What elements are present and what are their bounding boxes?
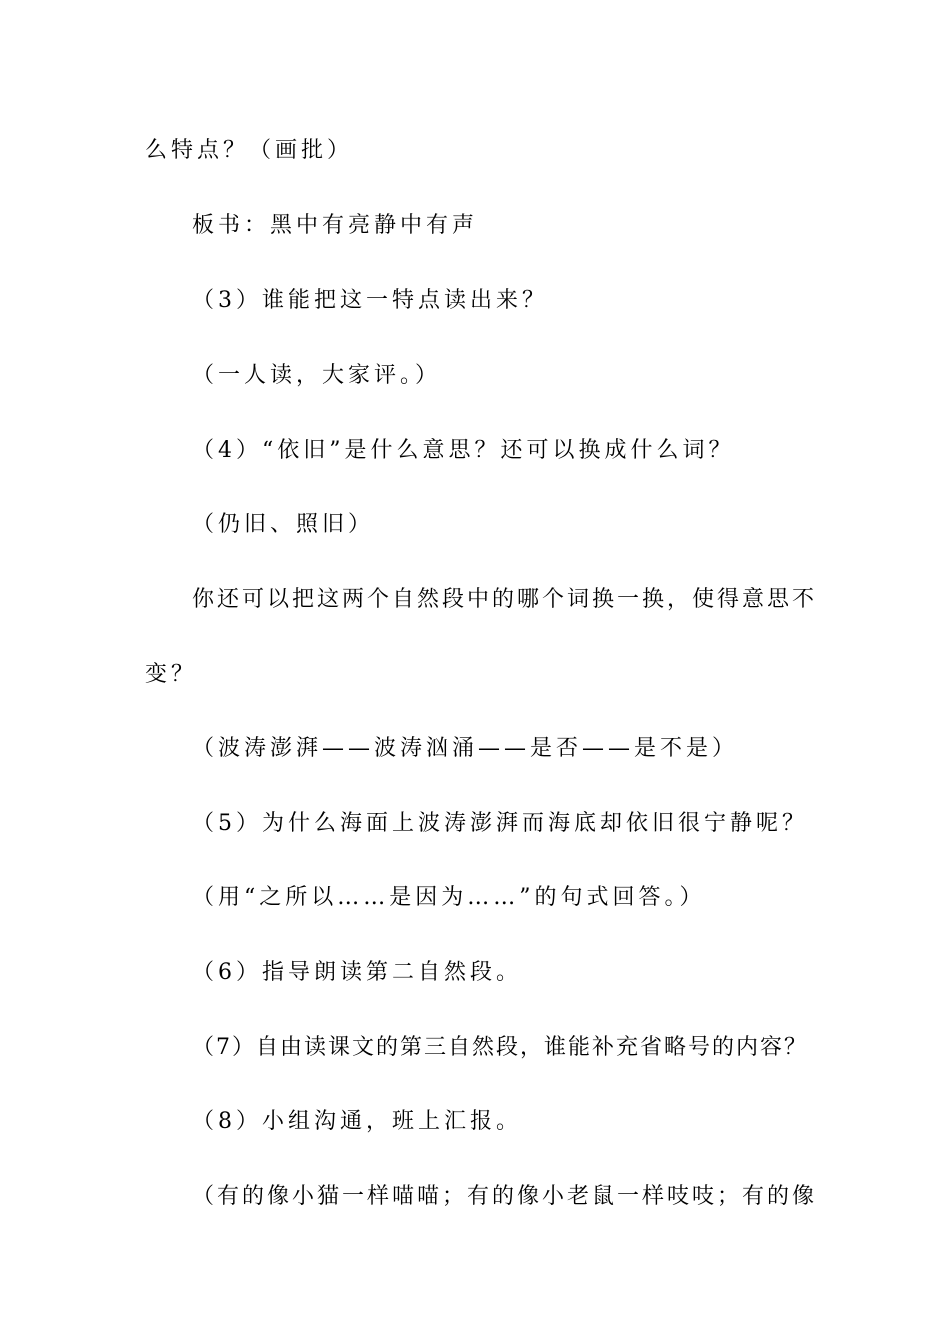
text-line: （仍旧、照旧）: [192, 512, 375, 537]
text-line: 变？: [145, 662, 198, 687]
text-line: （一人读，大家评。）: [192, 363, 442, 388]
text-line: （用“之所以……是因为……”的句式回答。）: [192, 885, 706, 910]
text-line: （6）指导朗读第二自然段。: [192, 960, 522, 985]
text-line: 么特点？（画批）: [145, 138, 354, 163]
text-line: （5）为什么海面上波涛澎湃而海底却依旧很宁静呢？: [192, 811, 808, 836]
text-line: 板书：黑中有亮静中有声: [192, 213, 479, 238]
text-line: （4）“依旧”是什么意思？还可以换成什么词？: [192, 438, 735, 463]
text-line: （波涛澎湃——波涛汹涌——是否——是不是）: [192, 736, 739, 761]
text-line: 你还可以把这两个自然段中的哪个词换一换，使得意思不: [192, 587, 818, 612]
text-line: （有的像小猫一样喵喵；有的像小老鼠一样吱吱；有的像: [192, 1184, 818, 1209]
text-line: （7）自由读课文的第三自然段，谁能补充省略号的内容？: [192, 1035, 808, 1060]
text-line: （3）谁能把这一特点读出来？: [192, 288, 548, 313]
text-line: （8）小组沟通，班上汇报。: [192, 1109, 522, 1134]
